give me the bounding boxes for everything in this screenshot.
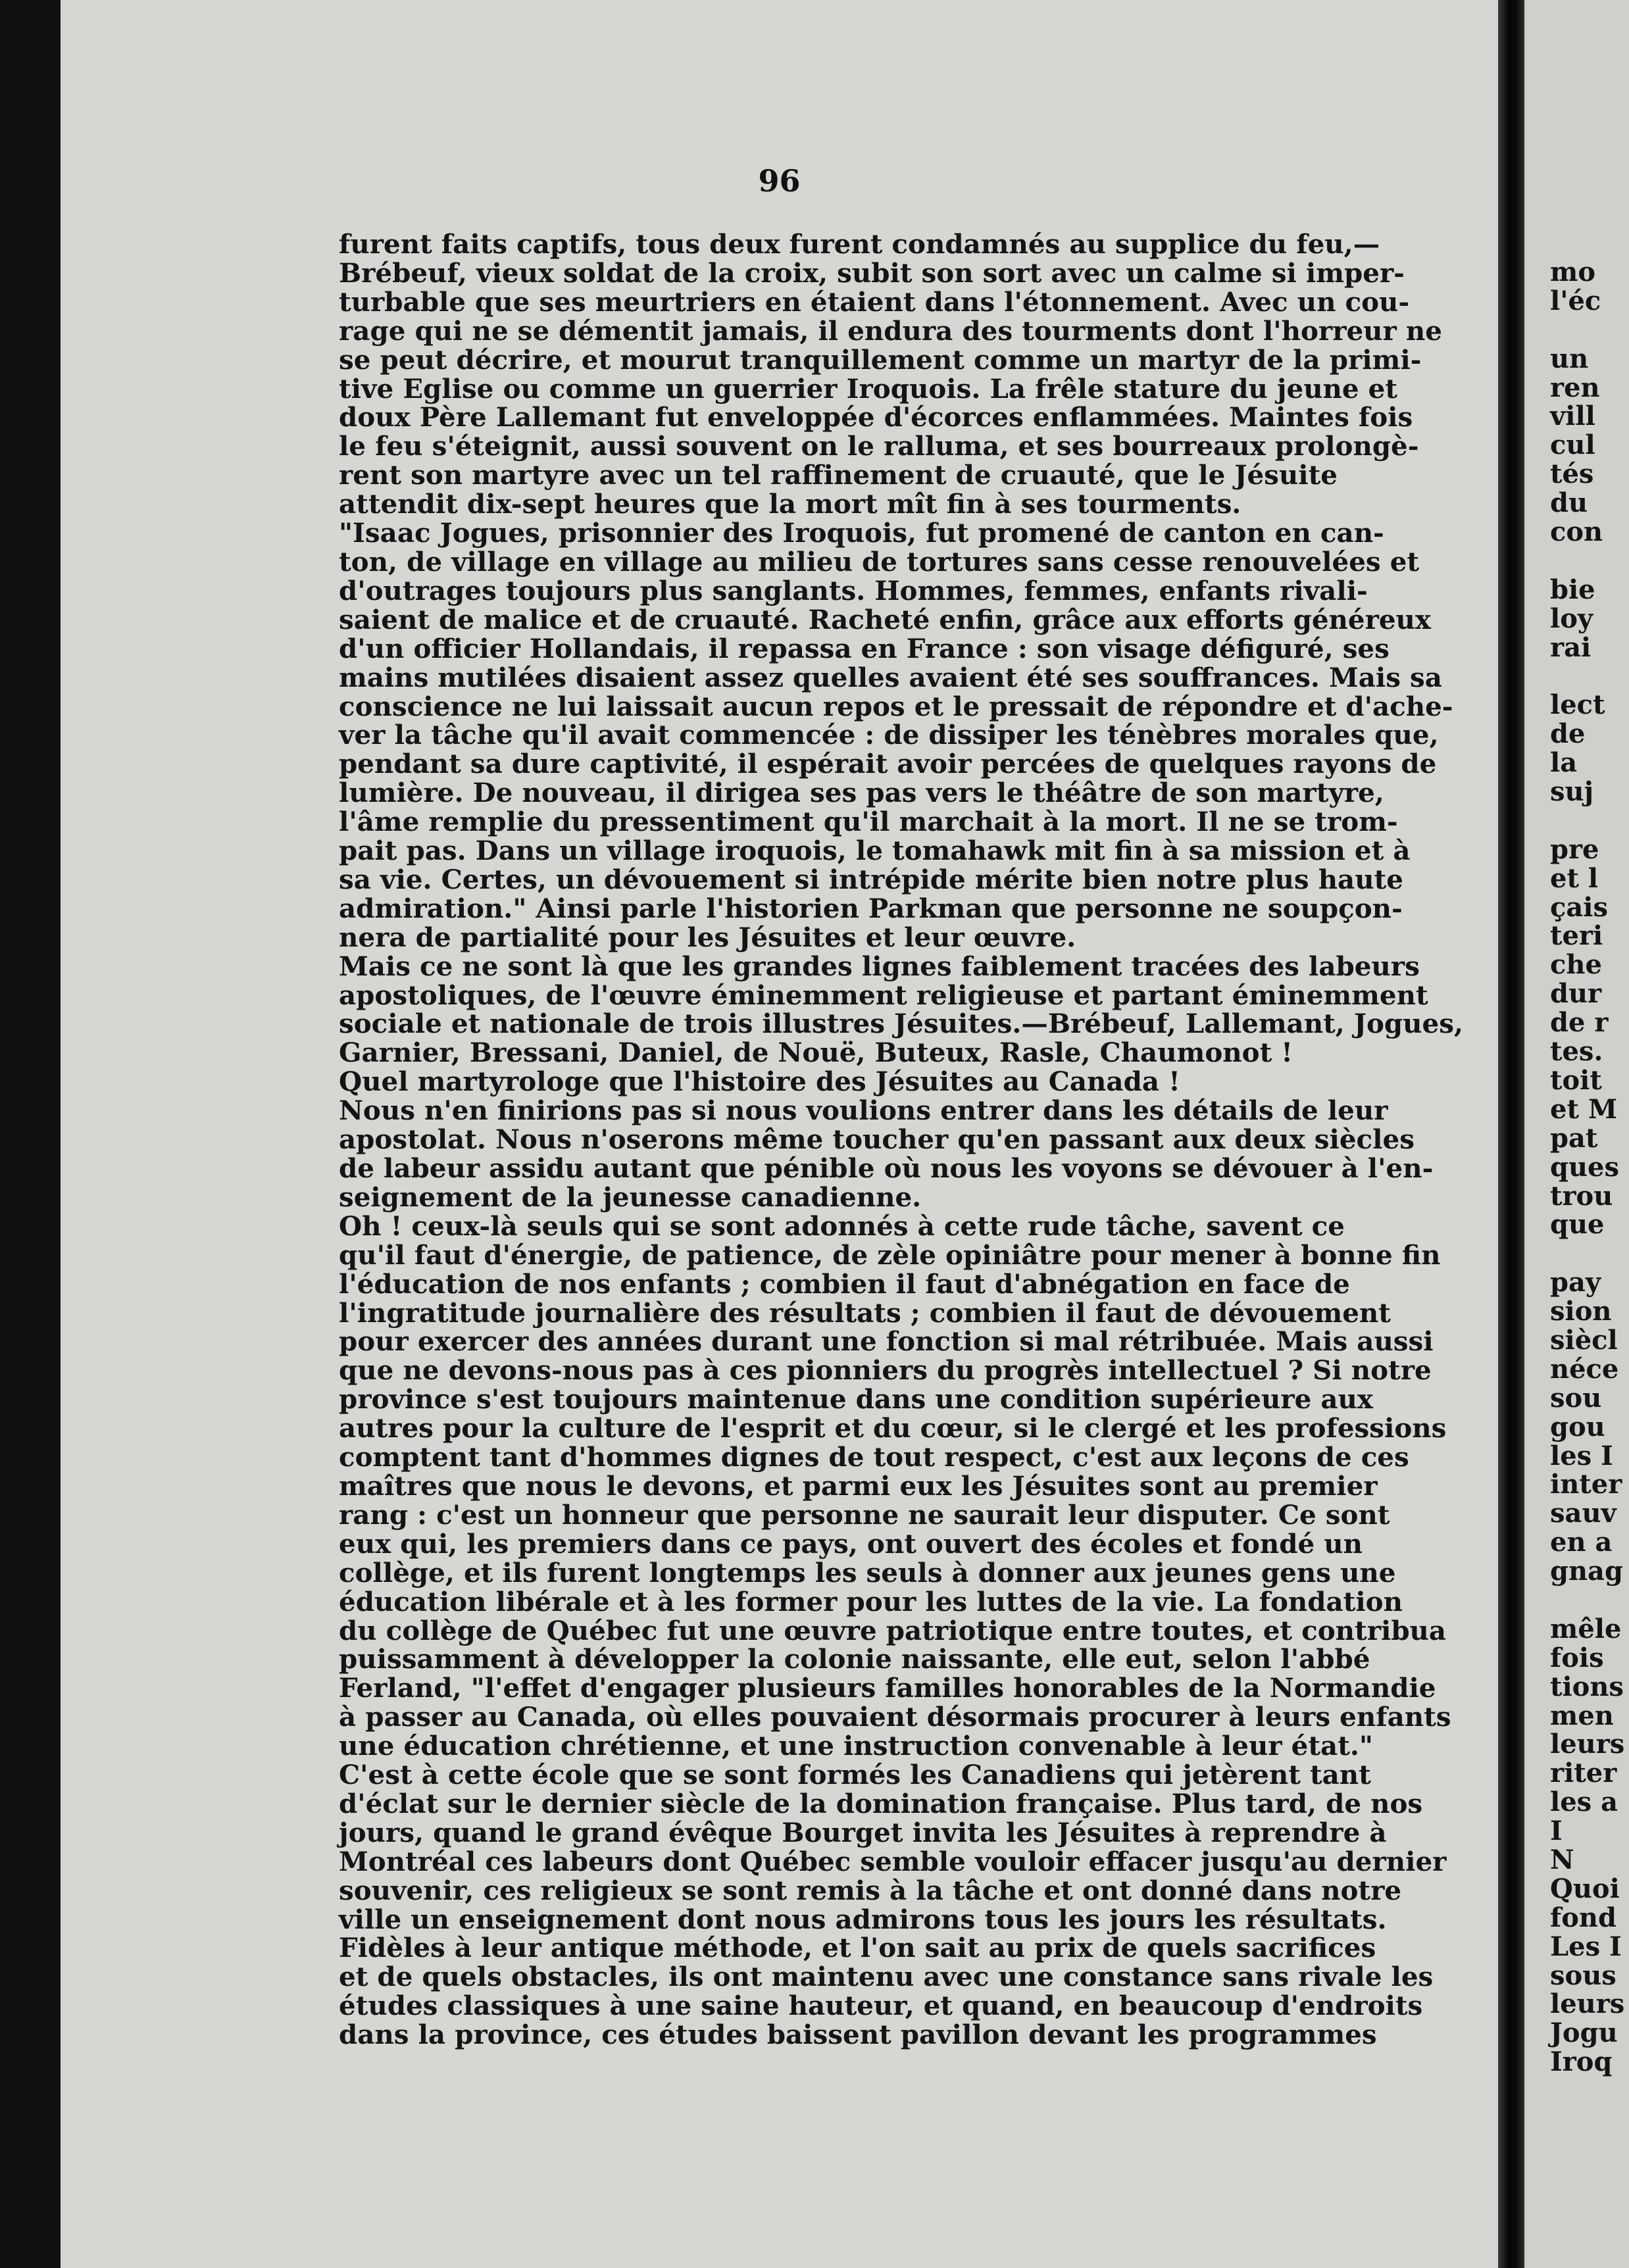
text-line: conscience ne lui laissait aucun repos et le pressait de répondre et d'ache- (339, 690, 1453, 722)
next-page-edge (1524, 0, 1629, 2268)
text-line: que ne devons-nous pas à ces pionniers du progrès intellectuel ? Si notre (339, 1354, 1432, 1387)
next-page-fragment: pay (1550, 1267, 1601, 1298)
text-line: Oh ! ceux-là seuls qui se sont adonnés à cette rude tâche, savent ce (339, 1210, 1345, 1242)
next-page-fragment: que (1550, 1209, 1605, 1241)
text-line: Mais ce ne sont là que les grandes lignes faiblement tracées des labeurs (339, 950, 1420, 982)
next-page-fragment: mêle (1550, 1613, 1622, 1644)
text-line: collège, et ils furent longtemps les seuls à donner aux jeunes gens une (339, 1556, 1396, 1589)
text-line: études classiques à une saine hauteur, et quand, en beaucoup d'endroits (339, 1990, 1423, 2022)
next-page-fragment: I (1550, 1815, 1563, 1847)
text-line: seignement de la jeunesse canadienne. (339, 1181, 922, 1213)
text-line: l'ingratitude journalière des résultats ; combien il faut de dévouement (339, 1296, 1391, 1329)
text-line: jours, quand le grand évêque Bourget invita les Jésuites à reprendre à (339, 1816, 1387, 1848)
text-line: maîtres que nous le devons, et parmi eux les Jésuites sont au premier (339, 1469, 1378, 1502)
text-line: dans la province, ces études baissent pavillon devant les programmes (339, 2019, 1377, 2051)
next-page-fragment: fond (1550, 1902, 1616, 1933)
text-line: ver la tâche qu'il avait commencée : de dissiper les ténèbres morales que, (339, 719, 1439, 751)
text-line: qu'il faut d'énergie, de patience, de zèle opiniâtre pour mener à bonne fin (339, 1239, 1441, 1271)
text-line: "Isaac Jogues, prisonnier des Iroquois, fut promené de canton en can- (339, 517, 1384, 549)
text-line: doux Père Lallemant fut enveloppée d'écorces enflammées. Maintes fois (339, 401, 1413, 433)
text-line: sa vie. Certes, un dévouement si intrépide mérite bien notre plus haute (339, 863, 1403, 895)
text-line: attendit dix-sept heures que la mort mît fin à ses tourments. (339, 488, 1241, 520)
text-line: ton, de village en village au milieu de tortures sans cesse renouvelées et (339, 545, 1420, 578)
next-page-fragment: loy (1550, 603, 1593, 634)
text-line: sociale et nationale de trois illustres Jésuites.—Brébeuf, Lallemant, Jogues, (339, 1008, 1464, 1040)
next-page-fragment: mo (1550, 257, 1596, 287)
next-page-fragment: pre (1550, 833, 1599, 865)
scan-left-margin (0, 0, 61, 2268)
next-page-fragment: N (1550, 1844, 1574, 1875)
next-page-fragment: les a (1550, 1787, 1618, 1818)
next-page-fragment: Quoi (1550, 1873, 1620, 1904)
page-number: 96 (758, 163, 801, 199)
text-line: Quel martyrologe que l'histoire des Jésuites au Canada ! (339, 1066, 1180, 1098)
next-page-fragment: tés (1550, 458, 1594, 490)
next-page-fragment (1550, 806, 1629, 835)
next-page-fragment: néce (1550, 1353, 1619, 1385)
next-page-fragment: gnag (1550, 1556, 1623, 1587)
text-line: à passer au Canada, où elles pouvaient désormais procurer à leurs enfants (339, 1701, 1451, 1733)
text-line: Montréal ces labeurs dont Québec semble vouloir effacer jusqu'au dernier (339, 1845, 1447, 1877)
body-text (339, 230, 1474, 2050)
text-line: ville un enseignement dont nous admirons tous les jours les résultats. (339, 1903, 1387, 1935)
text-line: nera de partialité pour les Jésuites et leur œuvre. (339, 921, 1076, 953)
text-line: eux qui, les premiers dans ce pays, ont ouvert des écoles et fondé un (339, 1527, 1363, 1560)
text-line: comptent tant d'hommes dignes de tout respect, c'est aux leçons de ces (339, 1441, 1409, 1473)
text-line: pour exercer des années durant une fonction si mal rétribuée. Mais aussi (339, 1325, 1434, 1358)
next-page-fragment: siècl (1550, 1324, 1618, 1356)
next-page-fragment: leurs (1550, 1729, 1625, 1760)
text-line: une éducation chrétienne, et une instruction convenable à leur état." (339, 1730, 1373, 1762)
next-page-fragment: Iroq (1550, 2046, 1613, 2078)
text-line: pait pas. Dans un village iroquois, le tomahawk mit fin à sa mission et à (339, 835, 1411, 867)
next-page-fragment: ren (1550, 372, 1600, 403)
next-page-fragment: les I (1550, 1440, 1613, 1471)
next-page-fragment (1550, 1239, 1629, 1268)
text-line: d'outrages toujours plus sanglants. Hommes, femmes, enfants rivali- (339, 574, 1368, 606)
text-line: d'un officier Hollandais, il repassa en France : son visage défiguré, ses (339, 632, 1390, 664)
text-line: éducation libérale et à les former pour les luttes de la vie. La fondation (339, 1585, 1403, 1617)
text-line: C'est à cette école que se sont formés les Canadiens qui jetèrent tant (339, 1759, 1371, 1791)
next-page-fragment: men (1550, 1700, 1614, 1731)
next-page-fragment: che (1550, 949, 1602, 981)
next-page-fragment: rai (1550, 631, 1591, 663)
next-page-fragment: vill (1550, 401, 1595, 432)
next-page-fragment: cul (1550, 430, 1595, 461)
text-line: Ferland, "l'effet d'engager plusieurs familles honorables de la Normandie (339, 1672, 1436, 1704)
next-page-fragment: la (1550, 747, 1578, 779)
next-page-fragment: Jogu (1550, 2017, 1618, 2049)
next-page-fragment (1550, 547, 1629, 576)
next-page-fragment: de r (1550, 1007, 1609, 1039)
text-line: admiration." Ainsi parle l'historien Parkman que personne ne soupçon- (339, 892, 1403, 924)
text-line: du collège de Québec fut une œuvre patriotique entre toutes, et contribua (339, 1614, 1447, 1646)
text-line: se peut décrire, et mourut tranquillement comme un martyr de la primi- (339, 343, 1422, 376)
text-line: le feu s'éteignit, aussi souvent on le ralluma, et ses bourreaux prolongè- (339, 430, 1419, 462)
next-page-fragment: toit (1550, 1064, 1602, 1096)
text-line: souvenir, ces religieux se sont remis à la tâche et ont donné dans notre (339, 1874, 1402, 1906)
next-page-fragment: l'éc (1550, 285, 1601, 316)
text-line: turbable que ses meurtriers en étaient dans l'étonnement. Avec un cou- (339, 285, 1410, 318)
next-page-fragment: teri (1550, 920, 1603, 952)
next-page-text (1550, 258, 1629, 2077)
text-line: l'âme remplie du pressentiment qu'il marchait à la mort. Il ne se trom- (339, 806, 1398, 838)
next-page-fragment: leurs (1550, 1988, 1625, 2020)
text-line: tive Eglise ou comme un guerrier Iroquois. La frêle stature du jeune et (339, 372, 1398, 405)
next-page-fragment (1550, 316, 1629, 345)
text-line: Garnier, Bressani, Daniel, de Nouë, Buteux, Rasle, Chaumonot ! (339, 1037, 1293, 1069)
text-line: de labeur assidu autant que pénible où nous les voyons se dévouer à l'en- (339, 1152, 1434, 1184)
next-page-fragment: sion (1550, 1296, 1612, 1327)
next-page-fragment: tes. (1550, 1036, 1603, 1068)
text-line: saient de malice et de cruauté. Racheté enfin, grâce aux efforts généreux (339, 603, 1432, 635)
next-page-fragment: et l (1550, 862, 1599, 894)
text-line: apostoliques, de l'œuvre éminemment religieuse et partant éminemment (339, 979, 1428, 1011)
text-line: province s'est toujours maintenue dans une condition supérieure aux (339, 1383, 1374, 1416)
text-line: apostolat. Nous n'oserons même toucher qu'en passant aux deux siècles (339, 1123, 1415, 1156)
next-page-fragment: sou (1550, 1382, 1602, 1414)
next-page-fragment: Les I (1550, 1931, 1622, 1962)
text-line: puissamment à développer la colonie naissante, elle eut, selon l'abbé (339, 1643, 1370, 1675)
next-page-fragment: suj (1550, 776, 1594, 808)
next-page-fragment: trou (1550, 1180, 1613, 1212)
text-line: et de quels obstacles, ils ont maintenu avec une constance sans rivale les (339, 1961, 1434, 1993)
next-page-fragment: çais (1550, 891, 1608, 923)
next-page-fragment: bie (1550, 574, 1595, 605)
next-page-fragment: tions (1550, 1671, 1624, 1702)
next-page-fragment: riter (1550, 1758, 1617, 1789)
text-line: d'éclat sur le dernier siècle de la domination française. Plus tard, de nos (339, 1787, 1423, 1819)
text-line: Nous n'en finirions pas si nous voulions entrer dans les détails de leur (339, 1095, 1388, 1127)
next-page-fragment: sauv (1550, 1498, 1616, 1529)
next-page-fragment: pat (1550, 1122, 1598, 1154)
next-page-fragment: un (1550, 343, 1589, 374)
next-page-fragment: con (1550, 516, 1603, 548)
book-gutter (1498, 0, 1524, 2268)
text-line: lumière. De nouveau, il dirigea ses pas vers le théâtre de son martyre, (339, 777, 1384, 809)
next-page-fragment (1550, 662, 1629, 691)
text-line: rent son martyre avec un tel raffinement de cruauté, que le Jésuite (339, 459, 1338, 491)
next-page-fragment: inter (1550, 1469, 1622, 1500)
text-line: l'éducation de nos enfants ; combien il faut d'abnégation en face de (339, 1268, 1350, 1300)
next-page-fragment: lect (1550, 689, 1605, 721)
text-line: autres pour la culture de l'esprit et du cœur, si le clergé et les professions (339, 1412, 1447, 1444)
next-page-fragment: fois (1550, 1642, 1604, 1673)
text-line: furent faits captifs, tous deux furent condamnés au supplice du feu,— (339, 228, 1380, 260)
text-line: pendant sa dure captivité, il espérait avoir percées de quelques rayons de (339, 748, 1437, 780)
text-line: Fidèles à leur antique méthode, et l'on sait au prix de quels sacrifices (339, 1932, 1376, 1964)
next-page-fragment: ques (1550, 1151, 1620, 1183)
text-line: Brébeuf, vieux soldat de la croix, subit son sort avec un calme si imper- (339, 257, 1405, 289)
next-page-fragment (1550, 1586, 1629, 1615)
text-line: mains mutilées disaient assez quelles avaient été ses souffrances. Mais sa (339, 661, 1442, 693)
text-line: rage qui ne se démentit jamais, il endura des tourments dont l'horreur ne (339, 314, 1442, 347)
next-page-fragment: sous (1550, 1960, 1616, 1991)
next-page-fragment: de (1550, 718, 1586, 750)
book-page (61, 0, 1498, 2268)
next-page-fragment: et M (1550, 1093, 1618, 1125)
next-page-fragment: gou (1550, 1411, 1605, 1442)
text-line: rang : c'est un honneur que personne ne saurait leur disputer. Ce sont (339, 1498, 1390, 1531)
next-page-fragment: du (1550, 487, 1588, 519)
next-page-fragment: dur (1550, 978, 1602, 1010)
next-page-fragment: en a (1550, 1527, 1613, 1558)
